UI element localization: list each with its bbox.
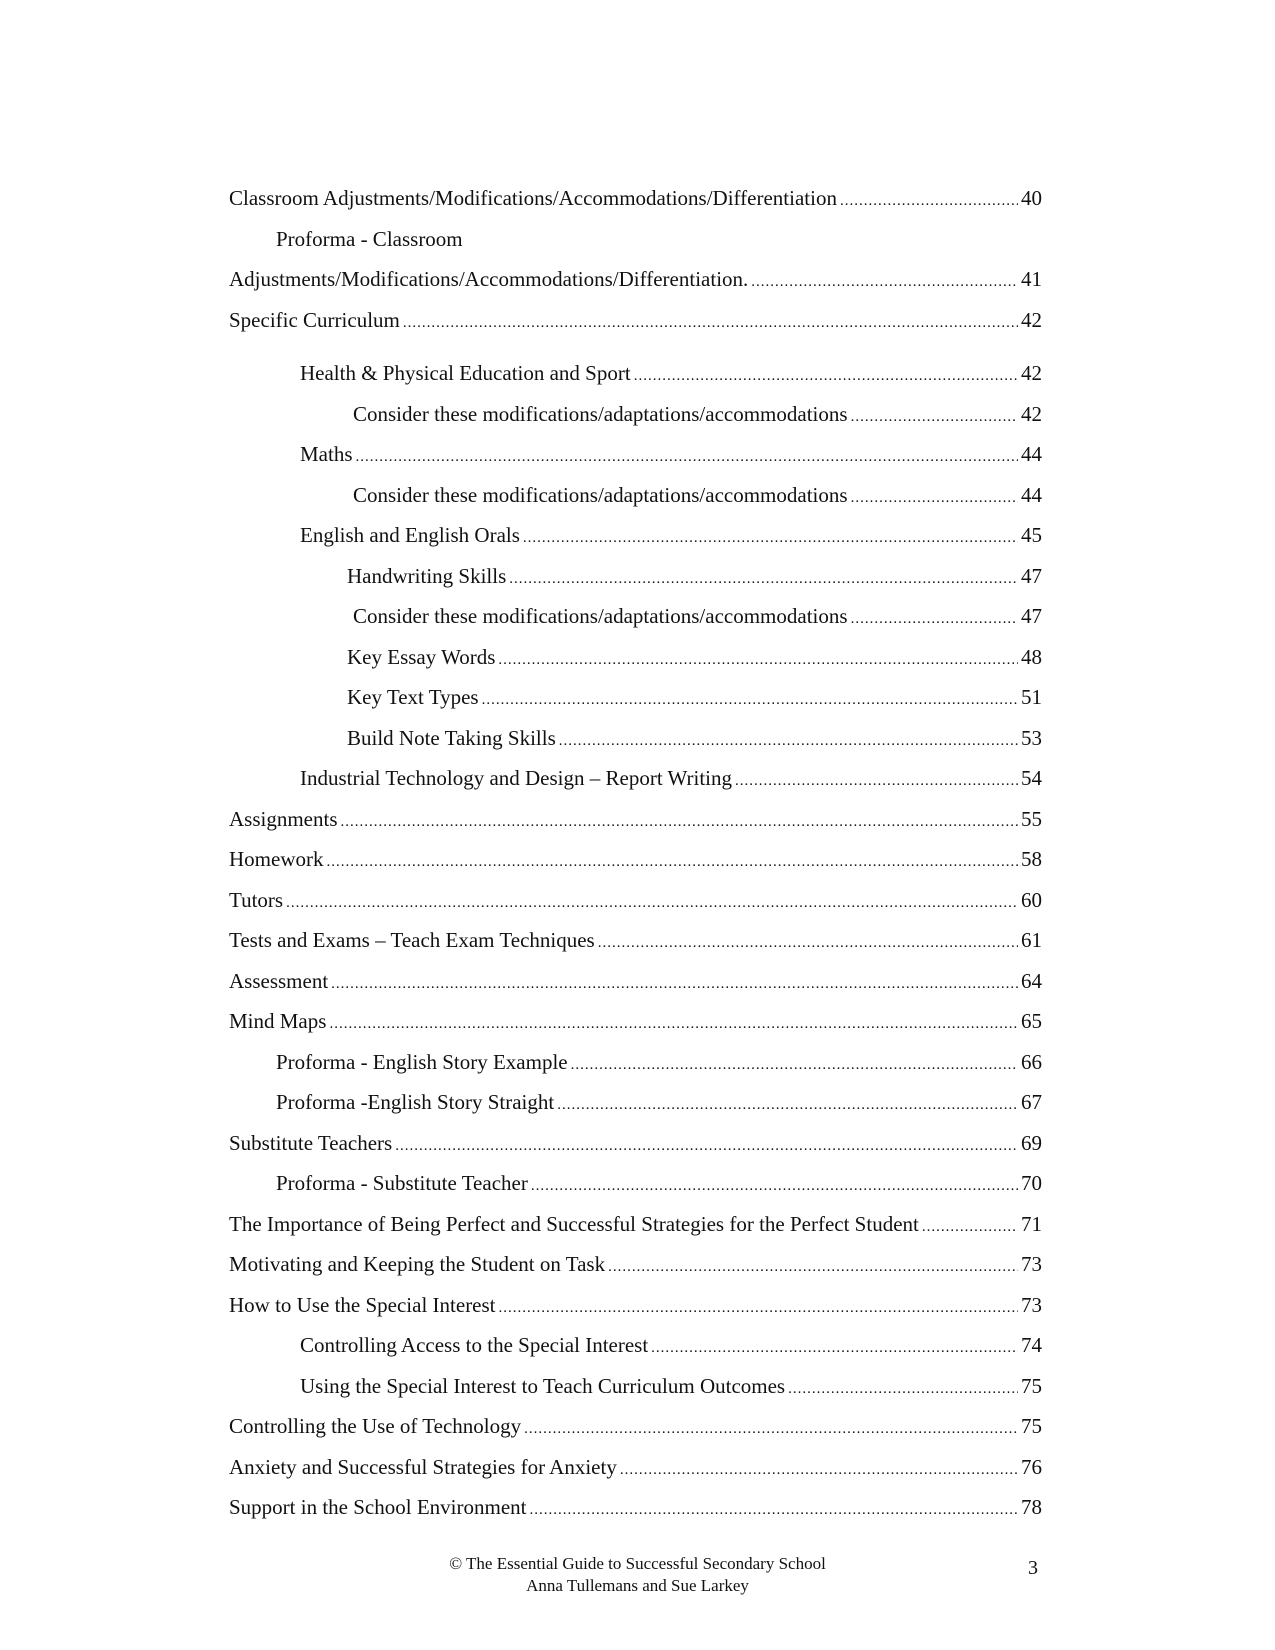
toc-entry-page: 67 xyxy=(1021,1090,1042,1114)
toc-leader-dots xyxy=(286,883,1018,923)
toc-leader-dots xyxy=(735,761,1018,801)
toc-entry xyxy=(229,1325,1042,1366)
toc-entry-title: Consider these modifications/adaptations/accommodations xyxy=(353,482,848,507)
toc-entry-title: Maths xyxy=(300,442,353,466)
toc-leader-dots xyxy=(499,1288,1018,1328)
toc-leader-dots xyxy=(531,1166,1018,1206)
toc-entry-title: Using the Special Interest to Teach Curriculum Outcomes xyxy=(300,1373,786,1398)
toc-entry xyxy=(229,1204,1042,1245)
toc-entry-title: Consider these modifications/adaptations/accommodations xyxy=(353,604,848,628)
toc-entry-page: 75 xyxy=(1021,1414,1042,1438)
toc-leader-dots xyxy=(509,559,1018,599)
toc-entry-page: 66 xyxy=(1021,1049,1042,1074)
toc-entry xyxy=(229,637,1042,678)
toc-entry-page: 47 xyxy=(1021,563,1042,588)
toc-entry-title: Controlling the Use of Technology xyxy=(229,1414,522,1438)
page-footer xyxy=(0,1553,1275,1597)
toc-entry-title: Anxiety and Successful Strategies for Anxiety xyxy=(229,1454,617,1479)
toc-entry-page: 74 xyxy=(1021,1333,1042,1357)
toc-entry-title-line1: Proforma - Classroom xyxy=(276,226,463,251)
toc-leader-dots xyxy=(329,1004,1018,1044)
toc-entry-title: Proforma - English Story Example xyxy=(276,1049,568,1074)
toc-entry-title: Assessment xyxy=(229,968,329,993)
toc-entry xyxy=(229,677,1042,718)
toc-entry-title: Controlling Access to the Special Interest xyxy=(300,1333,649,1357)
toc-leader-dots xyxy=(571,1045,1018,1085)
toc-entry-page: 47 xyxy=(1021,604,1042,628)
toc-entry-title: Proforma -English Story Straight xyxy=(276,1090,555,1114)
toc-entry xyxy=(229,1447,1042,1488)
toc-leader-dots xyxy=(608,1247,1018,1287)
toc-entry xyxy=(229,178,1042,219)
toc-leader-dots xyxy=(356,437,1019,477)
toc-entry xyxy=(229,1487,1042,1528)
toc-entry xyxy=(229,880,1042,921)
toc-entry-page: 78 xyxy=(1021,1495,1042,1519)
toc-leader-dots xyxy=(598,923,1018,963)
toc-entry-title: Homework xyxy=(229,847,324,871)
toc-entry xyxy=(229,434,1042,475)
toc-entry xyxy=(229,1082,1042,1123)
toc-leader-dots xyxy=(482,680,1018,720)
toc-entry xyxy=(229,758,1042,799)
toc-leader-dots xyxy=(851,478,1018,518)
toc-leader-dots xyxy=(326,842,1018,882)
toc-entry-title: Health & Physical Education and Sport xyxy=(300,361,631,385)
toc-entry-page: 76 xyxy=(1021,1454,1042,1479)
toc-entry-page: 53 xyxy=(1021,725,1042,750)
toc-entry-title: Industrial Technology and Design – Report Writing xyxy=(300,766,733,790)
toc-entry-title: Assignments xyxy=(229,806,338,831)
toc-entry xyxy=(229,1366,1042,1407)
toc-leader-dots xyxy=(788,1369,1018,1409)
toc-entry-title: Tests and Exams – Teach Exam Techniques xyxy=(229,928,595,952)
toc-leader-dots xyxy=(331,964,1018,1004)
toc-entry-title: Support in the School Environment xyxy=(229,1495,527,1519)
toc-entry-page: 65 xyxy=(1021,1009,1042,1033)
toc-entry-page: 73 xyxy=(1021,1252,1042,1276)
toc-entry-page: 60 xyxy=(1021,887,1042,912)
toc-entry xyxy=(229,353,1042,394)
toc-entry xyxy=(229,1001,1042,1042)
toc-entry-page: 44 xyxy=(1021,442,1042,466)
toc-leader-dots xyxy=(620,1450,1018,1490)
toc-entry-title: Consider these modifications/adaptations/accommodations xyxy=(353,401,848,426)
toc-entry xyxy=(229,1406,1042,1447)
toc-entry-page: 40 xyxy=(1021,186,1042,210)
toc-entry xyxy=(229,394,1042,435)
toc-entry-page: 61 xyxy=(1021,928,1042,952)
toc-entry xyxy=(229,556,1042,597)
toc-entry xyxy=(229,1244,1042,1285)
toc-entry-title: Build Note Taking Skills xyxy=(347,725,556,750)
toc-entry xyxy=(229,1285,1042,1326)
toc-entry-title: English and English Orals xyxy=(300,523,520,547)
toc-entry-page: 75 xyxy=(1021,1373,1042,1398)
toc-entry-title: Classroom Adjustments/Modifications/Accommodations/Differentiation xyxy=(229,186,837,210)
toc-entry xyxy=(229,718,1042,759)
toc-entry xyxy=(229,515,1042,556)
toc-entry xyxy=(229,1163,1042,1204)
toc-entry-title: How to Use the Special Interest xyxy=(229,1292,496,1317)
toc-entry-title: Mind Maps xyxy=(229,1009,327,1033)
toc-leader-dots xyxy=(851,599,1018,639)
toc-entry-page: 73 xyxy=(1021,1292,1042,1317)
toc-entry-page: 44 xyxy=(1021,482,1042,507)
toc-entry-page: 69 xyxy=(1021,1130,1042,1155)
footer-copyright: © The Essential Guide to Successful Secondary School xyxy=(449,1554,826,1573)
toc-entry-title: The Importance of Being Perfect and Successful Strategies for the Perfect Student xyxy=(229,1211,919,1236)
toc-entry-title: Handwriting Skills xyxy=(347,563,507,588)
toc-leader-dots xyxy=(341,802,1018,842)
toc-entry-page: 42 xyxy=(1021,307,1042,332)
toc-entry-page: 58 xyxy=(1021,847,1042,871)
footer-authors: Anna Tullemans and Sue Larkey xyxy=(526,1576,749,1595)
toc-entry-title: Proforma - Substitute Teacher xyxy=(276,1171,528,1195)
toc-entry-title: Specific Curriculum xyxy=(229,307,400,332)
toc-entry xyxy=(229,1042,1042,1083)
toc-leader-dots xyxy=(529,1490,1018,1530)
toc-leader-dots xyxy=(922,1207,1018,1247)
toc-leader-dots xyxy=(524,1409,1018,1449)
toc-leader-dots xyxy=(634,356,1018,396)
toc-leader-dots xyxy=(559,721,1018,761)
toc-entry xyxy=(229,596,1042,637)
toc-entry-page: 64 xyxy=(1021,968,1042,993)
toc-entry-page: 42 xyxy=(1021,401,1042,426)
toc-entry-page: 45 xyxy=(1021,523,1042,547)
toc-entry xyxy=(229,300,1042,341)
toc-entry-title: Substitute Teachers xyxy=(229,1130,393,1155)
toc-entry-title: Tutors xyxy=(229,887,284,912)
toc-entry-title: Motivating and Keeping the Student on Task xyxy=(229,1252,606,1276)
toc-entry xyxy=(229,1123,1042,1164)
toc-entry xyxy=(229,839,1042,880)
toc-leader-dots xyxy=(840,181,1018,221)
toc-entry xyxy=(229,259,1042,300)
toc-entry xyxy=(229,920,1042,961)
toc-leader-dots xyxy=(557,1085,1018,1125)
toc-entry-page: 71 xyxy=(1021,1211,1042,1236)
toc-entry-page: 42 xyxy=(1021,361,1042,385)
page-number: 3 xyxy=(1028,1557,1038,1579)
toc-leader-dots xyxy=(498,640,1018,680)
toc-entry-page: 55 xyxy=(1021,806,1042,831)
toc-entry-page: 54 xyxy=(1021,766,1042,790)
toc-entry-page: 41 xyxy=(1021,267,1042,291)
toc-entry-title: Key Essay Words xyxy=(347,644,496,669)
table-of-contents xyxy=(229,178,1042,1528)
toc-leader-dots xyxy=(523,518,1018,558)
toc-leader-dots xyxy=(851,397,1018,437)
toc-leader-dots xyxy=(751,262,1018,302)
toc-entry-page: 70 xyxy=(1021,1171,1042,1195)
toc-entry-page: 48 xyxy=(1021,644,1042,669)
toc-entry-title: Key Text Types xyxy=(347,685,479,709)
toc-entry-page: 51 xyxy=(1021,685,1042,709)
toc-entry xyxy=(229,799,1042,840)
toc-leader-dots xyxy=(403,303,1018,343)
toc-leader-dots xyxy=(651,1328,1018,1368)
toc-leader-dots xyxy=(395,1126,1018,1166)
toc-entry xyxy=(229,961,1042,1002)
toc-entry-title: Adjustments/Modifications/Accommodations/Differentiation. xyxy=(229,267,749,291)
toc-entry xyxy=(229,475,1042,516)
